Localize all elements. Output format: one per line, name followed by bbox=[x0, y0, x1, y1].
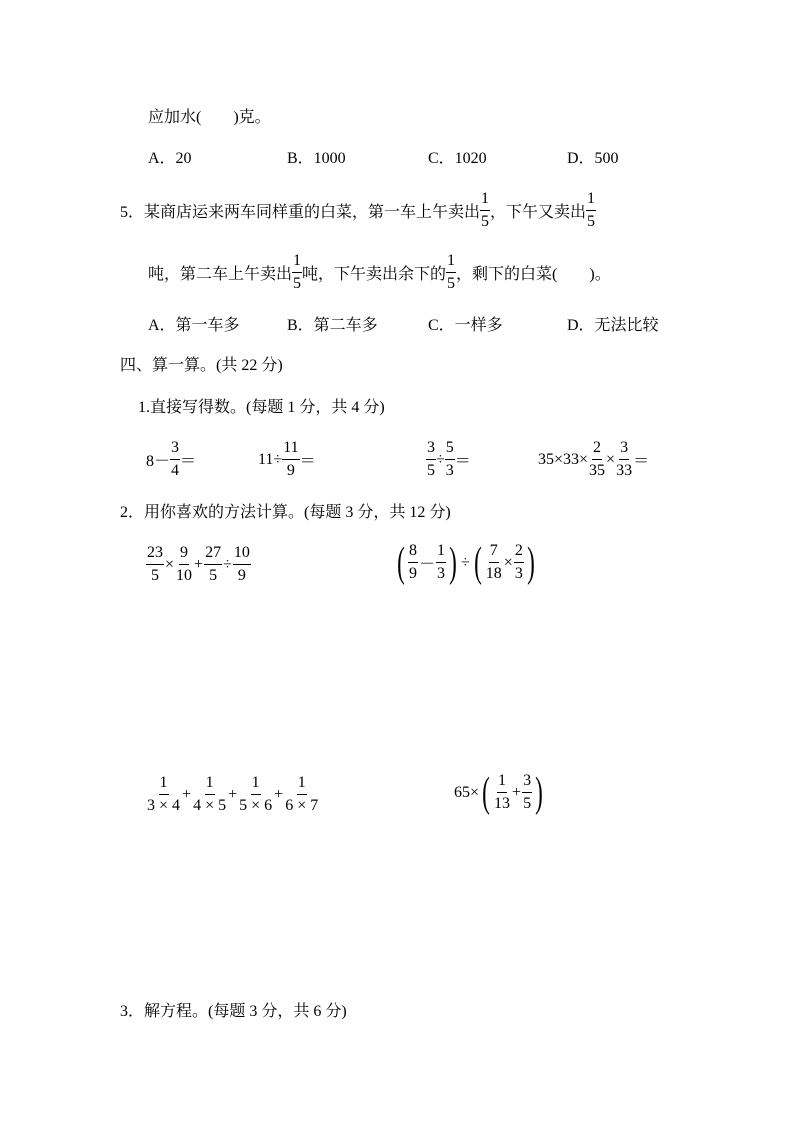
q5-fraction: $\frac{1}{5}$ bbox=[587, 190, 596, 230]
calc-3: $\frac{3}{5}$ ÷ $\frac{5}{3}$ ＝ bbox=[427, 439, 471, 479]
calc-1: 8－ $\frac{3}{4}$ ＝ bbox=[146, 439, 197, 479]
section-title: 四、算一算。(共 22 分) bbox=[120, 357, 283, 374]
q5-text-1: 5．某商店运来两车同样重的白菜，第一车上午卖出 bbox=[120, 204, 481, 221]
part1-title: 1.直接写得数。(每题 1 分，共 4 分) bbox=[138, 399, 385, 416]
calc-8: 65× ( $\frac{1}{13}$ + $\frac{3}{5}$ ) bbox=[454, 769, 543, 816]
part3-title: 3．解方程。(每题 3 分，共 6 分) bbox=[120, 1003, 347, 1020]
q4-tail: 应加水( )克。 bbox=[148, 109, 271, 126]
q5-line2 bbox=[148, 250, 611, 295]
q5-option-c: C．一样多 bbox=[428, 317, 503, 334]
q5-fraction: $\frac{1}{5}$ bbox=[293, 252, 302, 292]
calc-7: $\frac{1}{3 \times 4}$ + $\frac{1}{4 \times 5}$ + $\frac{1}{5 \times 6}$ + $\frac{1}{6 \times 7}$ bbox=[147, 774, 319, 814]
calc-4: 35×33× $\frac{2}{35}$ × $\frac{3}{33}$ ＝ bbox=[538, 439, 650, 479]
q5-option-d: D．无法比较 bbox=[567, 317, 659, 334]
q5-text-4: 吨，下午卖出余下的 bbox=[302, 266, 447, 283]
part2-title: 2．用你喜欢的方法计算。(每题 3 分，共 12 分) bbox=[120, 504, 451, 521]
calc-6: ( $\frac{8}{9}$ － $\frac{1}{3}$ ) ÷ ( $\frac{7}{18}$ × $\frac{2}{3}$ ) bbox=[397, 539, 535, 586]
q5-line1 bbox=[120, 188, 596, 233]
calc-5: $\frac{23}{5}$ × $\frac{9}{10}$ + $\frac{27}{5}$ ÷ $\frac{10}{9}$ bbox=[147, 544, 250, 584]
q5-text-5: ，剩下的白菜( )。 bbox=[456, 266, 611, 283]
q5-fraction: $\frac{1}{5}$ bbox=[447, 252, 456, 292]
q5-option-a: A．第一车多 bbox=[148, 317, 240, 334]
q5-option-b: B．第二车多 bbox=[287, 317, 378, 334]
q4-option-a: A．20 bbox=[148, 150, 192, 167]
q5-text-3: 吨，第二车上午卖出 bbox=[148, 266, 293, 283]
q4-option-b: B．1000 bbox=[287, 150, 346, 167]
calc-2: 11÷ $\frac{11}{9}$ ＝ bbox=[258, 439, 316, 479]
q5-text-2: ，下午又卖出 bbox=[490, 204, 587, 221]
q4-option-d: D．500 bbox=[567, 150, 619, 167]
q4-option-c: C．1020 bbox=[428, 150, 487, 167]
q5-fraction: $\frac{1}{5}$ bbox=[481, 190, 490, 230]
